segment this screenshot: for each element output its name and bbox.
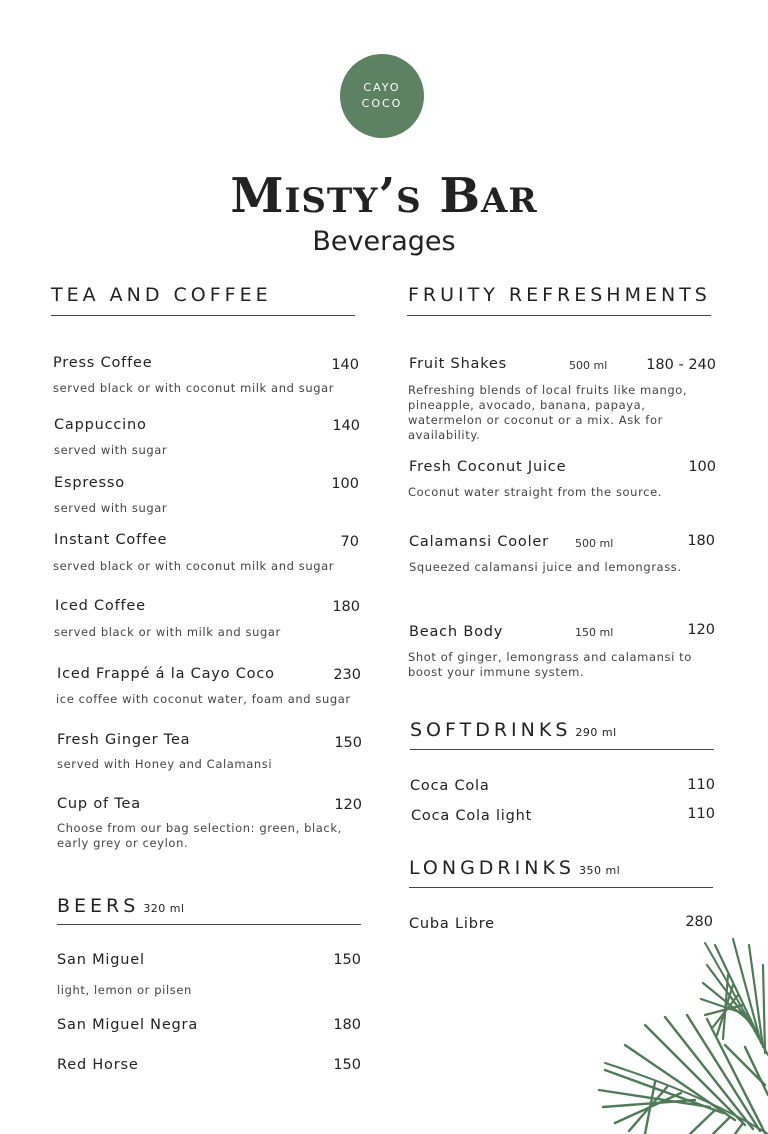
- item-description: served with sugar: [54, 501, 168, 515]
- item-description: served black or with milk and sugar: [54, 625, 281, 639]
- item-price: 140: [332, 418, 360, 434]
- item-name: Press Coffee: [53, 355, 153, 371]
- section-softdrinks-heading: [410, 719, 617, 741]
- item-name: Instant Coffee: [54, 532, 168, 548]
- item-description: ice coffee with coconut water, foam and sugar: [56, 692, 351, 706]
- item-price: 150: [333, 1057, 361, 1073]
- item-description: Refreshing blends of local fruits like mango, pineapple, avocado, banana, papaya, watermelon or coconut or a mix. Ask for availability.: [408, 383, 688, 442]
- item-description: served with Honey and Calamansi: [57, 757, 273, 771]
- page-title: Misty’s Bar: [230, 168, 538, 224]
- divider: [51, 315, 355, 316]
- cayo-coco-logo: [340, 54, 424, 138]
- item-price: 150: [334, 735, 362, 751]
- item-name: Calamansi Cooler: [409, 534, 549, 550]
- item-name: Fruit Shakes: [409, 356, 507, 372]
- section-size: 350 ml: [578, 864, 621, 877]
- divider: [57, 924, 361, 925]
- item-description: light, lemon or pilsen: [57, 983, 192, 997]
- item-name: Iced Coffee: [55, 598, 146, 614]
- item-description: Shot of ginger, lemongrass and calamansi to boost your immune system.: [408, 650, 692, 679]
- item-name: Cappuccino: [54, 417, 147, 433]
- item-name: Cuba Libre: [409, 916, 495, 932]
- section-title: LONGDRINKS: [409, 857, 575, 879]
- section-beers-heading: [57, 895, 185, 917]
- item-price: 150: [333, 952, 361, 968]
- item-price: 100: [688, 459, 716, 475]
- item-name: San Miguel: [57, 952, 145, 968]
- item-name: Coca Cola: [410, 778, 490, 794]
- section-title: SOFTDRINKS: [410, 719, 572, 741]
- item-name: Espresso: [54, 475, 125, 491]
- item-description: served black or with coconut milk and sugar: [53, 559, 335, 573]
- section-size: 290 ml: [575, 726, 617, 739]
- item-name: Coca Cola light: [411, 808, 533, 824]
- item-description: Squeezed calamansi juice and lemongrass.: [409, 560, 682, 574]
- item-description: served black or with coconut milk and sugar: [53, 381, 335, 395]
- item-size: 150 ml: [575, 626, 614, 639]
- item-price: 180: [332, 599, 360, 615]
- item-description: Choose from our bag selection: green, black, early grey or ceylon.: [57, 821, 342, 850]
- item-price: 120: [334, 797, 362, 813]
- divider: [407, 315, 711, 316]
- palm-leaves-icon: [595, 935, 768, 1134]
- item-name: Fresh Ginger Tea: [57, 732, 191, 748]
- item-price: 140: [331, 357, 359, 373]
- item-price: 230: [333, 667, 361, 683]
- item-price: 280: [685, 914, 713, 930]
- item-name: San Miguel Negra: [57, 1017, 198, 1033]
- item-price: 120: [687, 622, 715, 638]
- logo-line-1: CAYO: [363, 81, 401, 94]
- divider: [409, 887, 713, 888]
- item-price: 110: [687, 777, 715, 793]
- divider: [410, 749, 714, 750]
- item-price: 70: [340, 534, 359, 550]
- item-price: 100: [331, 476, 359, 492]
- item-price: 180 - 240: [646, 357, 716, 373]
- item-name: Beach Body: [409, 624, 504, 640]
- item-name: Red Horse: [57, 1057, 139, 1073]
- item-name: Fresh Coconut Juice: [409, 459, 567, 475]
- item-name: Cup of Tea: [57, 796, 141, 812]
- section-fruity-heading: FRUITY REFRESHMENTS: [408, 284, 711, 306]
- item-size: 500 ml: [575, 537, 614, 550]
- page-subtitle: Beverages: [312, 226, 456, 257]
- item-name: Iced Frappé á la Cayo Coco: [57, 666, 275, 682]
- item-description: served with sugar: [54, 443, 168, 457]
- section-size: 320 ml: [143, 902, 185, 915]
- section-longdrinks-heading: [409, 857, 620, 879]
- item-price: 180: [687, 533, 715, 549]
- item-description: Coconut water straight from the source.: [408, 485, 663, 499]
- section-tea-coffee-heading: TEA AND COFFEE: [51, 284, 272, 306]
- section-title: BEERS: [57, 895, 140, 917]
- logo-line-2: COCO: [361, 97, 403, 110]
- item-price: 180: [333, 1017, 361, 1033]
- item-price: 110: [687, 806, 715, 822]
- item-size: 500 ml: [569, 359, 608, 372]
